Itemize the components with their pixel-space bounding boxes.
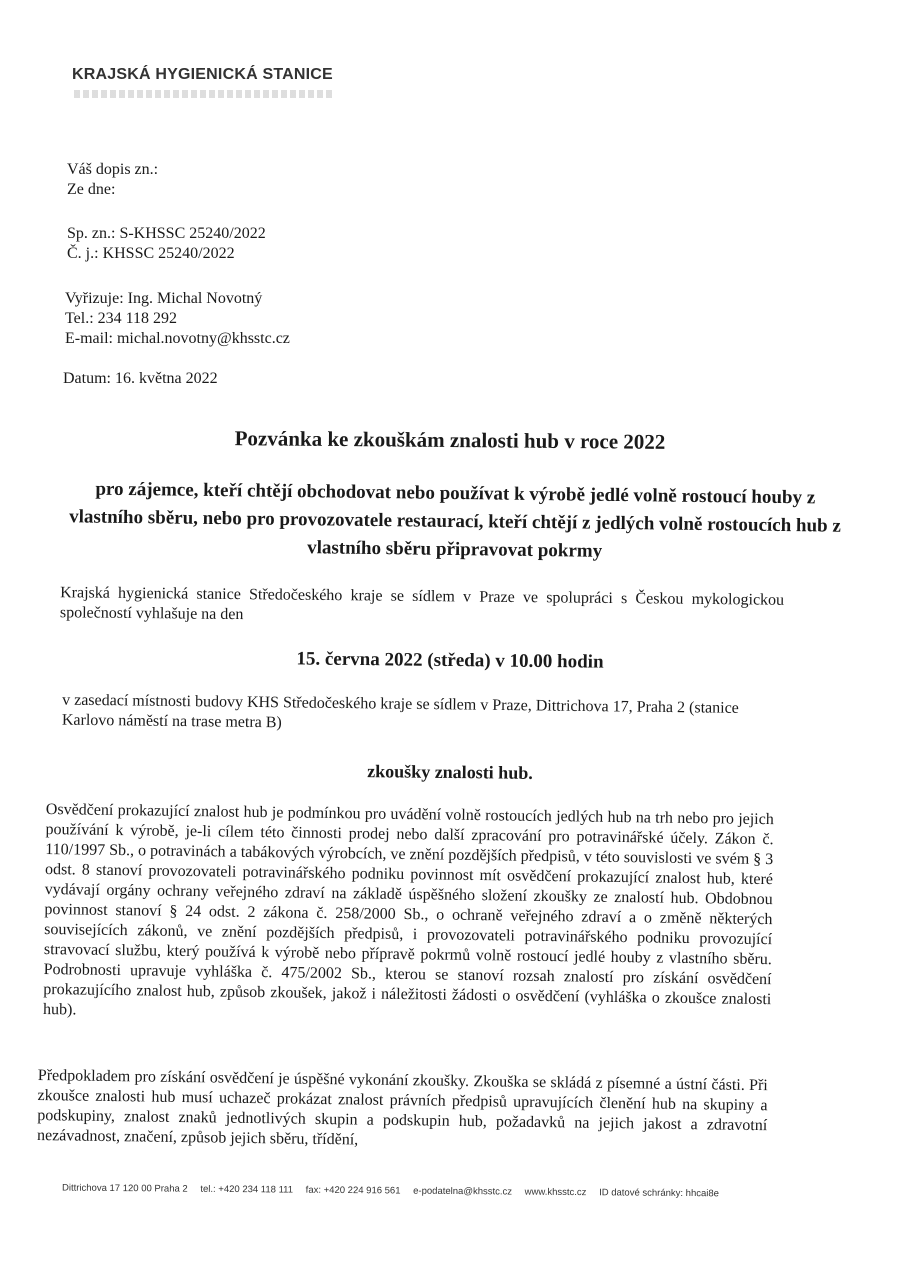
phone: Tel.: 234 118 292	[65, 310, 178, 327]
footer	[62, 1183, 852, 1201]
event-date: 15. června 2022 (středa) v 10.00 hodin	[296, 648, 604, 673]
footer-address: Dittrichova 17 120 00 Praha 2	[61, 1182, 188, 1195]
footer-phone: tel.: +420 234 118 111	[200, 1183, 294, 1196]
intro-paragraph: Krajská hygienická stanice Středočeského kraje se sídlem v Praze ve spolupráci s Českou mykologickou společností vyhlašuje na den	[59, 584, 785, 624]
paragraph-2: Předpokladem pro získání osvědčení je úspěšné vykonání zkoušky. Zkouška se skládá z písemné a ústní části. Při zkoušce znalosti hub musí uchazeč prokázat znalost právních předpisů upravujících členění hub na skupiny a podskupiny, znalost znaků jednotlivých skupin a podskupin hub, požadavků na jejich jakost a zdravotní nezávadnost, značení, způsob jejich sběru, třídění,	[36, 1066, 768, 1149]
document-title: Pozvánka ke zkouškám znalosti hub v roce 2022	[234, 426, 666, 454]
reference-number: Č. j.: KHSSC 25240/2022	[67, 245, 235, 262]
handled-by: Vyřizuje: Ing. Michal Novotný	[65, 290, 263, 307]
email: E-mail: michal.novotny@khsstc.cz	[65, 330, 290, 347]
section-heading: zkoušky znalosti hub.	[367, 761, 533, 783]
footer-data-box: ID datové schránky: hhcai8e	[599, 1187, 720, 1200]
event-location: v zasedací místnosti budovy KHS Středočeského kraje se sídlem v Praze, Dittrichova 17, Praha 2 (stanice Karlovo náměstí na trase metra B)	[61, 691, 739, 732]
organization-name: KRAJSKÁ HYGIENICKÁ STANICE	[72, 66, 333, 83]
paragraph-1: Osvědčení prokazující znalost hub je podmínkou pro uvádění volně rostoucích jedlých hub na trh nebo pro jejich používání k výrobě, je-li cílem této činnosti prodej nebo další zpracování pro potravinářské účely. Zákon č. 110/1997 Sb., o potravinách a tabákových výrobcích, ve znění pozdějších předpisů, v této souvislosti ve svém § 3 odst. 8 stanoví provozovateli potravinářského podniku povinnost mít osvědčení prokazující znalost hub, které vydávají orgány ochrany veřejného zdraví na základě úspěšného složení zkoušky ze znalostí hub. Obdobnou povinnost stanoví § 24 odst. 2 zákona č. 258/2000 Sb., o ochraně veřejného zdraví a o změně některých souvisejících zákonů, ve znění pozdějších předpisů, i provozovateli potravinářského podniku provozující stravovací službu, který používá k výrobě nebo přípravě pokrmů volně rostoucí jedlé houby z vlastního sběru. Podrobnosti upravuje vyhláška č. 475/2002 Sb., kterou se stanoví rozsah znalostí pro získání osvědčení prokazujícího znalost hub, způsob zkoušek, jakož i náležitosti žádosti o osvědčení (vyhláška o zkoušce znalosti hub).	[42, 800, 774, 1019]
reference-date: Ze dne:	[67, 181, 116, 198]
file-number: Sp. zn.: S-KHSSC 25240/2022	[67, 225, 266, 242]
footer-website: www.khsstc.cz	[524, 1186, 587, 1199]
footer-fax: fax: +420 224 916 561	[305, 1184, 401, 1197]
document-subtitle: pro zájemce, kteří chtějí obchodovat nebo používat k výrobě jedlé volně rostoucí houby z vlastního sběru, nebo pro provozovatele restaurací, kteří chtějí z jedlých volně rostoucích hub z vlastního sběru připravovat pokrmy	[69, 478, 841, 562]
organization-subtitle-faded	[74, 90, 334, 98]
footer-email: e-podatelna@khsstc.cz	[413, 1185, 513, 1198]
document-date: Datum: 16. května 2022	[63, 370, 218, 387]
reference-your-letter: Váš dopis zn.:	[67, 161, 159, 178]
